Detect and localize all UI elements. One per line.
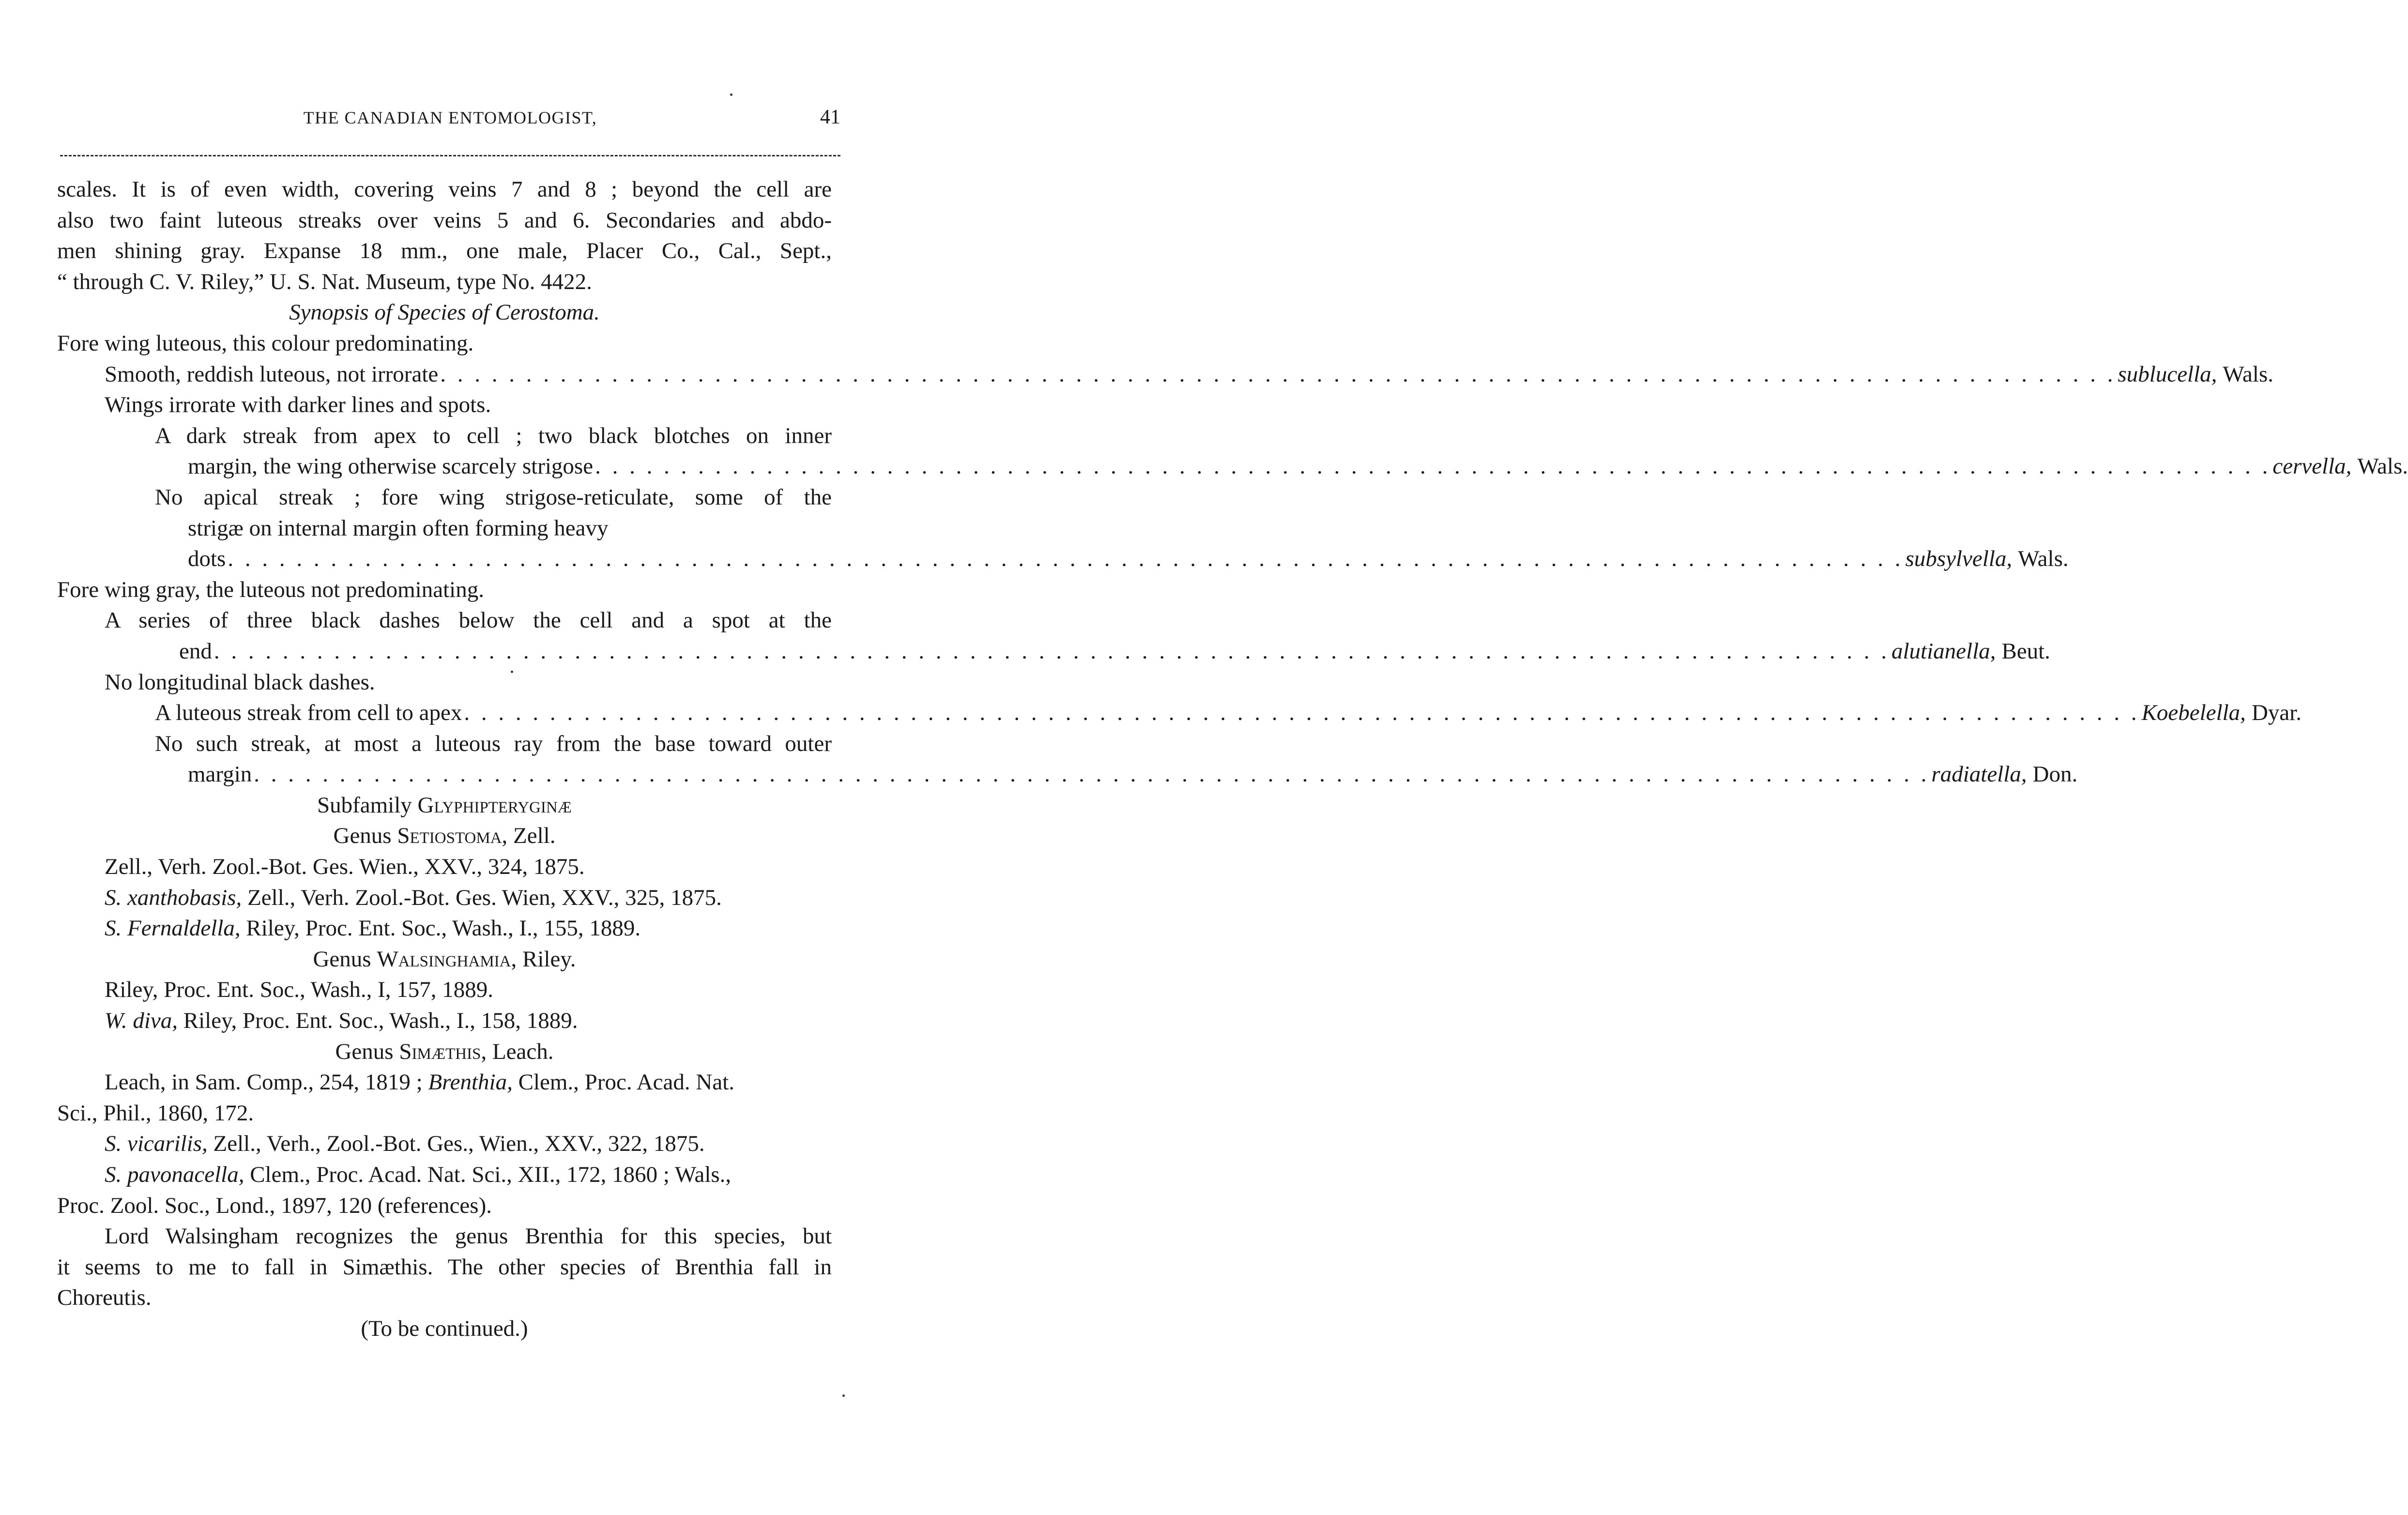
species-author: Dyar. — [2251, 700, 2302, 726]
species-name: W. diva, — [105, 1008, 178, 1034]
key-entry — [57, 759, 2078, 790]
species-name: radiatella, — [1931, 762, 2027, 787]
species-reference: Proc. Zool. Soc., Lond., 1897, 120 (references). — [57, 1193, 492, 1218]
species-reference: Riley, Proc. Ent. Soc., Wash., I., 155, 1889. — [246, 916, 641, 941]
text-line: it seems to me to fall in Simæthis. The other species of Brenthia fall in — [57, 1254, 832, 1280]
running-head: THE CANADIAN ENTOMOLOGIST, — [303, 108, 597, 127]
species-reference: Riley, Proc. Ent. Soc., Wash., I., 158, 1889. — [183, 1008, 578, 1034]
species-name: S. vicarilis, — [105, 1131, 208, 1157]
genus-reference — [57, 1067, 832, 1098]
continued-note: (To be continued.) — [361, 1316, 528, 1341]
genus-synonym: Brenthia, — [428, 1070, 513, 1095]
leader-dots: . . . . . . . . . . . . . . . . . . . . . . . . . . . . . . . . . . . . . . . . . . . . . . . . . . . . . . . . . . . . . . . . . . . . . . . . . . . . . . . . . . . . . . . . . . . . . . . . . . — [595, 454, 2271, 479]
species-entry — [57, 1129, 832, 1160]
genus-name: Simæthis — [399, 1039, 481, 1064]
genus-reference: Sci., Phil., 1860, 172. — [57, 1100, 254, 1126]
species-name: Koebelella, — [2141, 700, 2246, 726]
key-entry — [57, 636, 2051, 667]
scan-speck — [730, 93, 732, 96]
species-author: Wals. — [2223, 361, 2273, 387]
key-text: dots — [188, 546, 226, 572]
species-entry — [57, 913, 832, 944]
key-entry: No such streak, at most a luteous ray from the base toward outer — [155, 731, 832, 756]
species-reference: Zell., Verh. Zool.-Bot. Ges. Wien, XXV., 325, 1875. — [247, 885, 722, 910]
header-rule — [60, 155, 840, 156]
species-entry — [57, 883, 832, 914]
key-text: end — [179, 638, 212, 664]
species-reference: Zell., Verh., Zool.-Bot. Ges., Wien., XXV., 322, 1875. — [213, 1131, 705, 1157]
leader-dots: . . . . . . . . . . . . . . . . . . . . . . . . . . . . . . . . . . . . . . . . . . . . . . . . . . . . . . . . . . . . . . . . . . . . . . . . . . . . . . . . . . . . . . . . . . . . . . . . . . — [254, 762, 1930, 787]
species-name: cervella, — [2272, 454, 2352, 479]
subfamily-heading — [57, 790, 832, 821]
key-entry: No apical streak ; fore wing strigose-reticulate, some of the — [155, 484, 832, 510]
key-entry: A series of three black dashes below the cell and a spot at the — [105, 608, 832, 633]
key-entry — [57, 359, 2273, 390]
key-entry: No longitudinal black dashes. — [105, 669, 375, 695]
key-entry: Fore wing gray, the luteous not predominating. — [57, 577, 484, 602]
species-reference: Clem., Proc. Acad. Nat. Sci., XII., 172, 1860 ; Wals., — [250, 1162, 732, 1187]
key-text: margin, the wing otherwise scarcely strigose — [188, 454, 594, 479]
key-text: margin — [188, 762, 252, 787]
page-header — [60, 107, 840, 137]
key-entry: A dark streak from apex to cell ; two black blotches on inner — [155, 423, 832, 448]
leader-dots: . . . . . . . . . . . . . . . . . . . . . . . . . . . . . . . . . . . . . . . . . . . . . . . . . . . . . . . . . . . . . . . . . . . . . . . . . . . . . . . . . . . . . . . . . . . . . . . . . . — [228, 546, 1904, 572]
key-text: A luteous streak from cell to apex — [155, 700, 462, 726]
text-line: Choreutis. — [57, 1285, 152, 1311]
genus-heading — [57, 821, 832, 852]
key-entry — [57, 451, 2408, 482]
genus-author: , Riley. — [511, 946, 576, 972]
text-line: men shining gray. Expanse 18 mm., one male, Placer Co., Cal., Sept., — [57, 238, 832, 264]
reference-text: Leach, in Sam. Comp., 254, 1819 ; — [105, 1070, 423, 1095]
scan-speck — [842, 1394, 845, 1397]
species-author: Wals. — [2357, 454, 2408, 479]
genus-label: Genus — [333, 823, 392, 849]
species-entry — [57, 1160, 832, 1191]
text-line: also two faint luteous streaks over veins 5 and 6. Secondaries and abdo- — [57, 207, 832, 233]
genus-reference: Zell., Verh. Zool.-Bot. Ges. Wien., XXV., 324, 1875. — [105, 854, 585, 880]
text-line: scales. It is of even width, covering veins 7 and 8 ; beyond the cell are — [57, 177, 832, 202]
key-entry: Fore wing luteous, this colour predominating. — [57, 330, 474, 356]
genus-reference: Riley, Proc. Ent. Soc., Wash., I, 157, 1889. — [105, 977, 493, 1003]
genus-author: , Leach. — [481, 1039, 554, 1064]
species-name: S. pavonacella, — [105, 1162, 244, 1187]
genus-label: Genus — [313, 946, 371, 972]
genus-label: Genus — [335, 1039, 394, 1064]
key-entry: Wings irrorate with darker lines and spots. — [105, 392, 491, 418]
species-author: Don. — [2032, 762, 2078, 787]
text-line: “ through C. V. Riley,” U. S. Nat. Museum, type No. 4422. — [57, 269, 592, 294]
leader-dots: . . . . . . . . . . . . . . . . . . . . . . . . . . . . . . . . . . . . . . . . . . . . . . . . . . . . . . . . . . . . . . . . . . . . . . . . . . . . . . . . . . . . . . . . . . . . . . . . . . — [440, 361, 2116, 387]
species-name: S. Fernaldella, — [105, 916, 241, 941]
text-line: Lord Walsingham recognizes the genus Brenthia for this species, but — [105, 1224, 832, 1249]
scan-speck — [511, 671, 513, 673]
species-author: Wals. — [2018, 546, 2069, 572]
subfamily-name: Glyphipteryginæ — [417, 792, 572, 818]
species-name: S. xanthobasis, — [105, 885, 242, 910]
key-entry — [57, 544, 2069, 575]
synopsis-title: Synopsis of Species of Cerostoma. — [289, 300, 600, 325]
species-name: sublucella, — [2118, 361, 2217, 387]
body-text — [57, 174, 2408, 1345]
leader-dots: . . . . . . . . . . . . . . . . . . . . . . . . . . . . . . . . . . . . . . . . . . . . . . . . . . . . . . . . . . . . . . . . . . . . . . . . . . . . . . . . . . . . . . . . . . . . . . . . . . — [213, 638, 1890, 664]
species-author: Beut. — [2001, 638, 2051, 664]
genus-author: , Zell. — [502, 823, 556, 849]
page-number: 41 — [820, 106, 840, 128]
subfamily-label: Subfamily — [317, 792, 412, 818]
key-entry: strigæ on internal margin often forming heavy — [188, 515, 609, 541]
leader-dots: . . . . . . . . . . . . . . . . . . . . . . . . . . . . . . . . . . . . . . . . . . . . . . . . . . . . . . . . . . . . . . . . . . . . . . . . . . . . . . . . . . . . . . . . . . . . . . . . . . — [464, 700, 2140, 726]
genus-heading — [57, 1037, 832, 1068]
genus-name: Walsinghamia — [377, 946, 511, 972]
genus-name: Setiostoma — [397, 823, 502, 849]
genus-heading — [57, 944, 832, 975]
reference-text: Clem., Proc. Acad. Nat. — [518, 1070, 735, 1095]
species-name: alutianella, — [1891, 638, 1996, 664]
species-name: subsylvella, — [1905, 546, 2012, 572]
key-text: Smooth, reddish luteous, not irrorate — [105, 361, 439, 387]
key-entry — [57, 698, 2302, 729]
species-entry — [57, 1006, 832, 1037]
